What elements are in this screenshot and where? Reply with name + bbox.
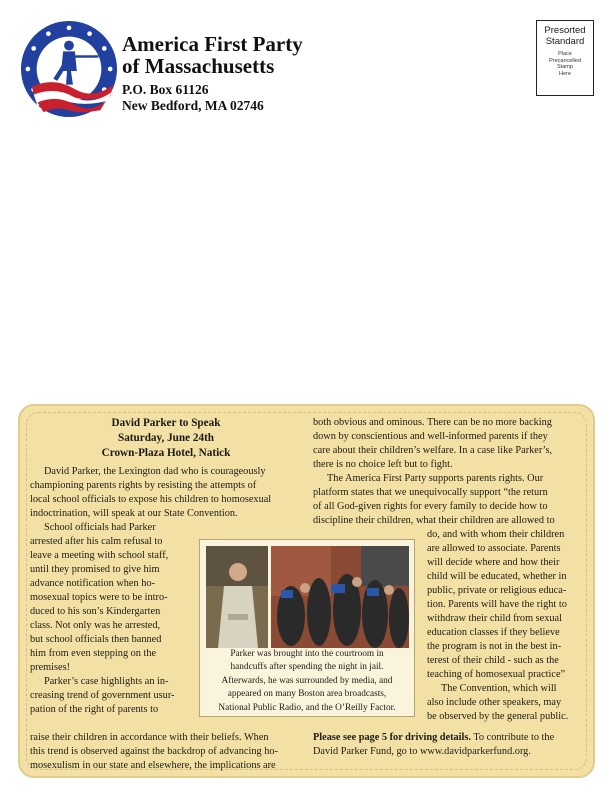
text-line: raise their children in accordance with their beliefs. When [30,732,269,743]
indicia-stamp-note: Place Precancelled Stamp Here [549,51,581,77]
paragraph-fight [313,416,583,528]
party-logo-icon [20,20,118,118]
text-line: pation of the right of parents to [30,704,159,715]
fund-website-line: David Parker Fund, go to www.davidparkerfund.org. [313,746,531,757]
text-line: be observed by the general public. [427,711,569,722]
text-line: care about their children’s welfare. In a case like Parker’s, [313,445,553,456]
text-line: public, private or religious educa- [427,585,567,596]
caption-line: handcuffs after spending the night in jail. [230,662,384,673]
address-line1: P.O. Box 61126 [122,82,209,97]
caption-line: appeared on many Boston area broadcasts, [227,689,387,700]
parker-courtroom-photo [206,546,268,648]
text-line: both obvious and ominous. There can be no more backing [313,417,552,428]
text-span: To contribute to the [470,732,555,743]
text-line: teaching of homosexual practice” [427,669,566,680]
paragraph-contribute [313,731,583,759]
paragraph-platform [427,528,583,724]
text-line: advance notification when ho- [30,578,155,589]
caption-line: National Public Radio, and the O’Reilly Factor. [218,702,396,713]
text-line: the program is not in the best in- [427,641,562,652]
text-line: David Parker, the Lexington dad who is courageously [44,466,266,477]
text-line: also include other speakers, may [427,697,562,708]
text-line: him from even stepping on the [30,648,157,659]
organization-name-line1: America First Party [122,32,303,56]
text-line: premises! [30,662,71,673]
text-line: there is no choice left but to fight. [313,459,453,470]
text-line: duced to his son’s Kindergarten [30,606,161,617]
text-line: but school officials then banned [30,634,162,645]
media-crowd-photo [271,546,409,648]
text-line: local school officials to expose his children to homosexual [30,494,272,505]
text-line: this trend is observed against the backdrop of advancing ho- [30,746,278,757]
postage-indicia [536,20,594,96]
address-line2: New Bedford, MA 02746 [122,98,264,113]
text-line: creasing trend of government usur- [30,690,175,701]
paragraph-arrest [30,521,188,717]
text-line: mosexulism in our state and elsewhere, the implications are [30,760,276,771]
text-line: School officials had Parker [44,522,156,533]
organization-name-line2: of Massachusetts [122,54,275,78]
text-line: do, and with whom their children [427,529,565,540]
text-line: indoctrination, will speak at our State Convention. [30,508,238,519]
caption-line: Parker was brought into the courtroom in [230,649,384,659]
headline-line1: David Parker to Speak [111,417,221,429]
text-line: until they promised to give him [30,564,160,575]
caption-line: Afterwards, he was surrounded by media, and [221,675,393,686]
paragraph-trend [30,731,300,773]
text-line: class. Not only was he arrested, [30,620,161,631]
text-line [313,731,583,745]
text-line: will decide where and how their [427,557,560,568]
text-line: of all God-given rights for every family to decide how to [313,501,548,512]
indicia-line2: Standard [545,36,585,47]
headline-line3: Crown-Plaza Hotel, Natick [101,447,231,459]
text-line: education classes if they believe [427,627,560,638]
text-line: leave a meeting with school staff, [30,550,169,561]
headline-line2: Saturday, June 24th [117,432,215,444]
text-line: are allowed to associate. Parents [427,543,561,554]
text-line: platform states that we unequivocally support “the return [313,487,548,498]
article-headline [44,416,288,461]
text-line: terest of their child - such as the [427,655,559,666]
text-line: discipline their children, what their children are allowed to [313,515,555,526]
text-line: Parker’s case highlights an in- [44,676,169,687]
text-line: The America First Party supports parents rights. Our [327,473,544,484]
text-line: tion. Parents will have the right to [427,599,567,610]
text-line: championing parents rights by resisting the attempts of [30,480,257,491]
indicia-line1: Presorted [544,25,586,36]
text-line: down by conscientious and well-informed parents if they [313,431,548,442]
text-line: mosexual topics were to be intro- [30,592,168,603]
text-line: withdraw their child from sexual [427,613,562,624]
text-line: arrested after his calm refusal to [30,536,163,547]
photo-caption [204,648,410,715]
driving-details-note: Please see page 5 for driving details. [313,732,471,743]
paragraph-intro [30,465,300,521]
organization-block [122,33,303,114]
photo-box [199,539,415,717]
text-line: child will be educated, whether in [427,571,567,582]
text-line: The Convention, which will [441,683,557,694]
